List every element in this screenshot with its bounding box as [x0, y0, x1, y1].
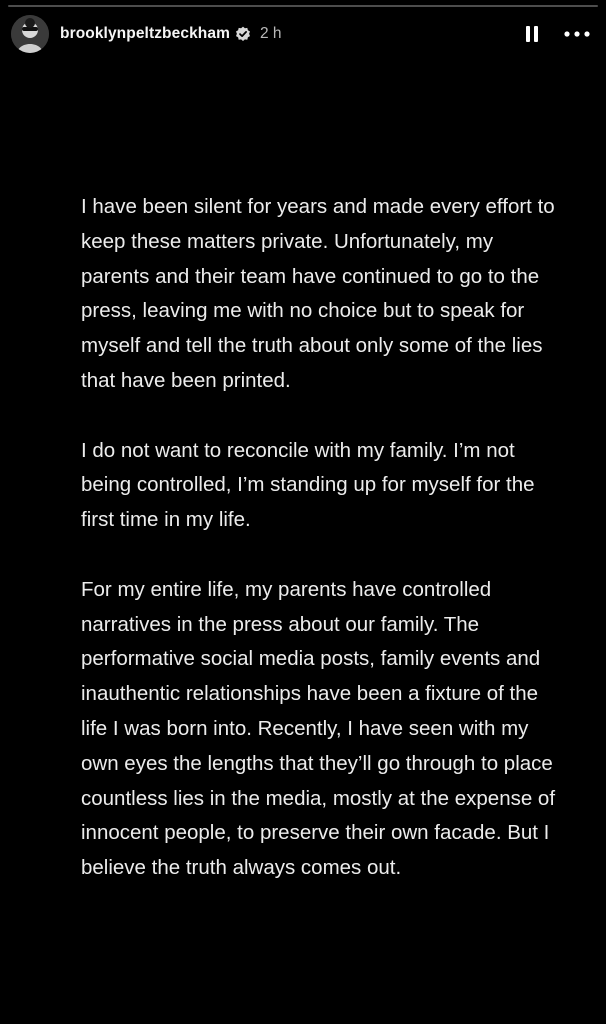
- avatar[interactable]: [11, 15, 49, 53]
- pause-icon: [525, 25, 539, 43]
- more-options-icon: [564, 31, 590, 37]
- story-progress-bar: [8, 5, 598, 7]
- story-statement-text: [81, 190, 561, 886]
- pause-button[interactable]: [522, 23, 542, 45]
- statement-paragraph-3: For my entire life, my parents have controlled narratives in the press about our family. The performative social media posts, family events and inauthentic relationships have been a fixture of the life I was born into. Recently, I have seen with my own eyes the lengths that they’ll go through to place countless lies in the media, mostly at the expense of innocent people, to preserve their own facade. But I believe the truth always comes out.: [81, 577, 556, 880]
- post-time: 2 h: [259, 25, 282, 42]
- story-header: [0, 12, 606, 56]
- statement-paragraph-2: I do not want to reconcile with my family. I’m not being controlled, I’m standing up for myself for the first time in my life.: [81, 438, 535, 532]
- profile-photo-icon: [11, 15, 49, 53]
- verified-badge-icon: [235, 26, 251, 42]
- statement-paragraph-1: I have been silent for years and made every effort to keep these matters private. Unfortunately, my parents and their team have continued to go to the press, leaving me with no choice but to speak for myself and tell the truth about only some of the lies that have been printed.: [81, 195, 555, 392]
- more-options-button[interactable]: [562, 23, 592, 45]
- username[interactable]: brooklynpeltzbeckham: [60, 25, 230, 42]
